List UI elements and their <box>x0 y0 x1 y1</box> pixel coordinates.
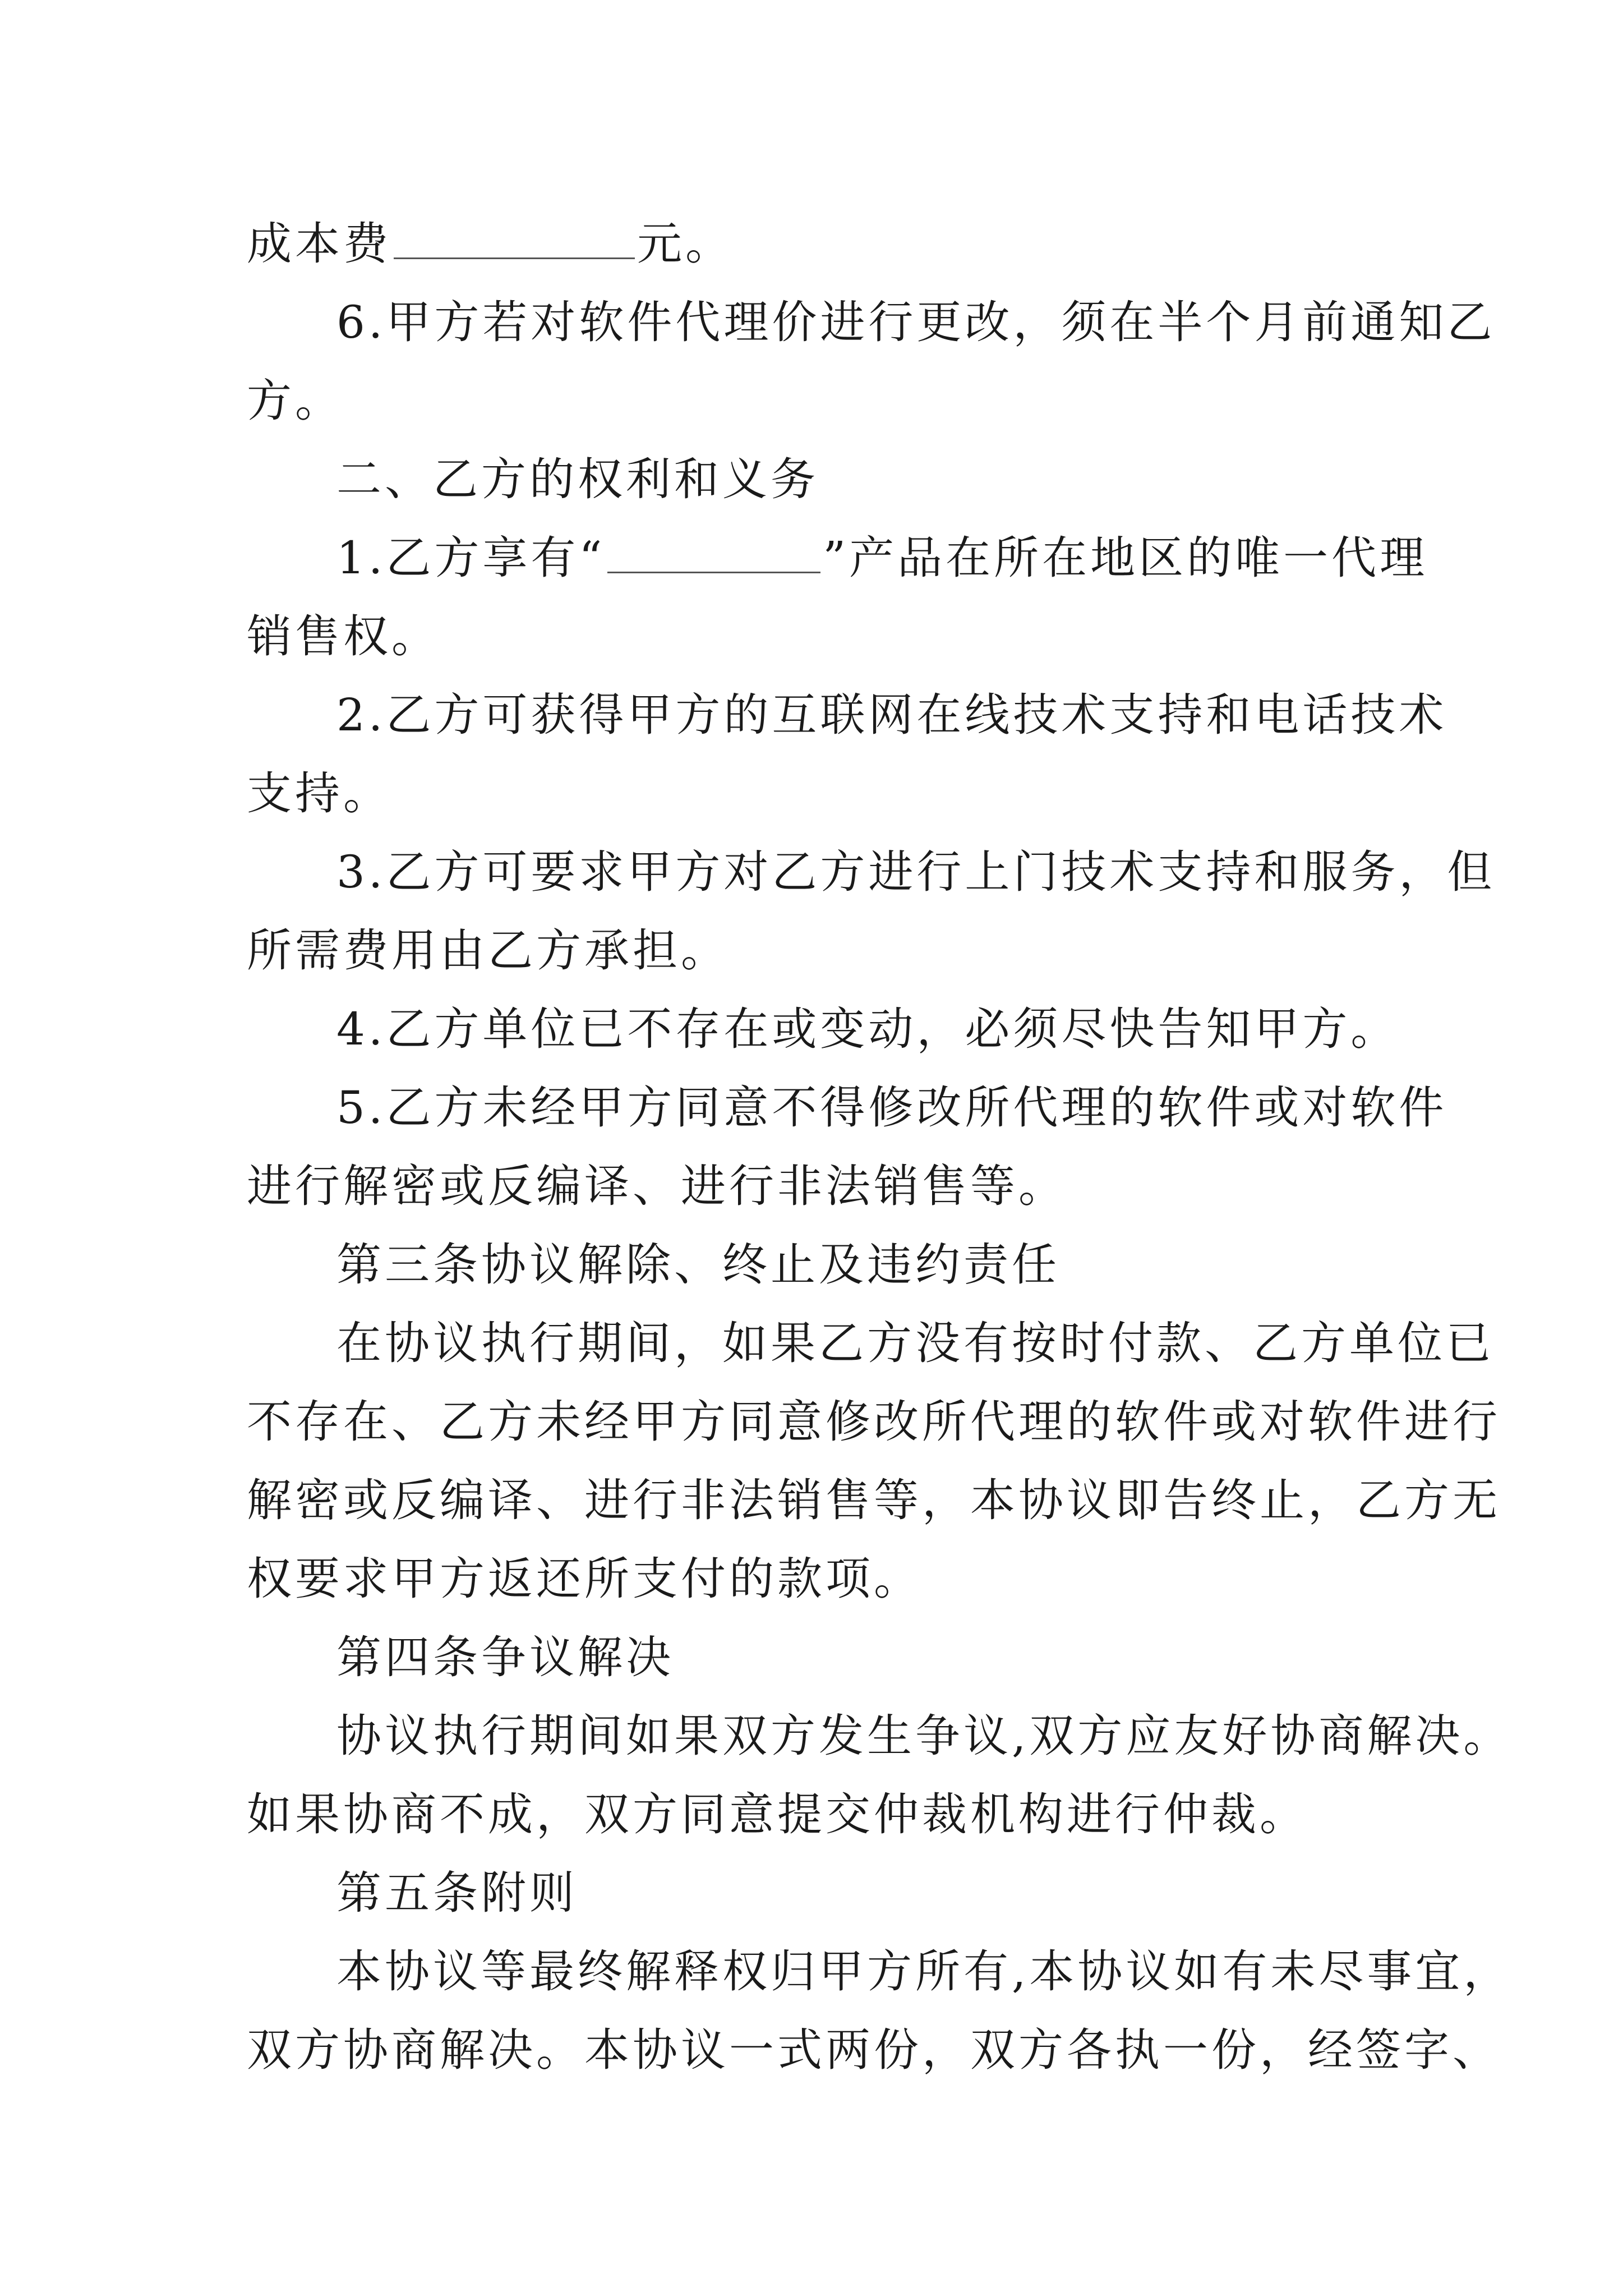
article-3-body-line-2: 不存在、乙方未经甲方同意修改所代理的软件或对软件进行 <box>247 1396 1501 1448</box>
clause-2-1-line-1 <box>336 530 1428 586</box>
article-3-body-line-3: 解密或反编译、进行非法销售等，本协议即告终止，乙方无 <box>247 1474 1501 1526</box>
section-heading-party-b-rights: 二、乙方的权利和义务 <box>336 453 819 505</box>
clause-2-4: 4.乙方单位已不存在或变动，必须尽快告知甲方。 <box>336 1003 1399 1055</box>
article-3-body-line-1: 在协议执行期间，如果乙方没有按时付款、乙方单位已 <box>336 1317 1494 1369</box>
cost-fee-line <box>247 216 734 272</box>
article-5-body-line-1: 本协议等最终解释权归甲方所有,本协议如有未尽事宜， <box>336 1945 1512 1998</box>
clause-1-6-line-1: 6.甲方若对软件代理价进行更改，须在半个月前通知乙 <box>336 296 1496 348</box>
article-4-body-line-2: 如果协商不成，双方同意提交仲裁机构进行仲裁。 <box>247 1788 1308 1841</box>
cost-fee-unit: 元。 <box>637 218 734 270</box>
clause-2-2-line-1: 2.乙方可获得甲方的互联网在线技术支持和电话技术 <box>336 689 1447 741</box>
cost-fee-blank <box>394 220 635 259</box>
clause-2-2-line-2: 支持。 <box>247 767 391 820</box>
clause-2-1-prefix: 1.乙方享有“ <box>336 532 606 584</box>
article-5-heading: 第五条附则 <box>336 1867 578 1919</box>
article-3-heading: 第三条协议解除、终止及违约责任 <box>336 1239 1060 1291</box>
article-5-body-line-2: 双方协商解决。本协议一式两份，双方各执一份，经签字、 <box>247 2024 1501 2076</box>
clause-2-3-line-1: 3.乙方可要求甲方对乙方进行上门技术支持和服务，但 <box>336 846 1496 898</box>
clause-1-6-line-2: 方。 <box>247 375 343 427</box>
clause-2-3-line-2: 所需费用由乙方承担。 <box>247 924 729 977</box>
clause-2-5-line-1: 5.乙方未经甲方同意不得修改所代理的软件或对软件 <box>336 1082 1447 1134</box>
article-3-body-line-4: 权要求甲方返还所支付的款项。 <box>247 1553 922 1605</box>
article-4-heading: 第四条争议解决 <box>336 1631 674 1683</box>
clause-2-5-line-2: 进行解密或反编译、进行非法销售等。 <box>247 1160 1067 1212</box>
clause-2-1-line-2: 销售权。 <box>247 610 440 662</box>
article-4-body-line-1: 协议执行期间如果双方发生争议,双方应友好协商解决。 <box>336 1710 1512 1762</box>
product-name-blank <box>607 535 820 573</box>
cost-fee-label: 成本费 <box>247 218 391 270</box>
clause-2-1-suffix: ”产品在所在地区的唯一代理 <box>823 532 1428 584</box>
